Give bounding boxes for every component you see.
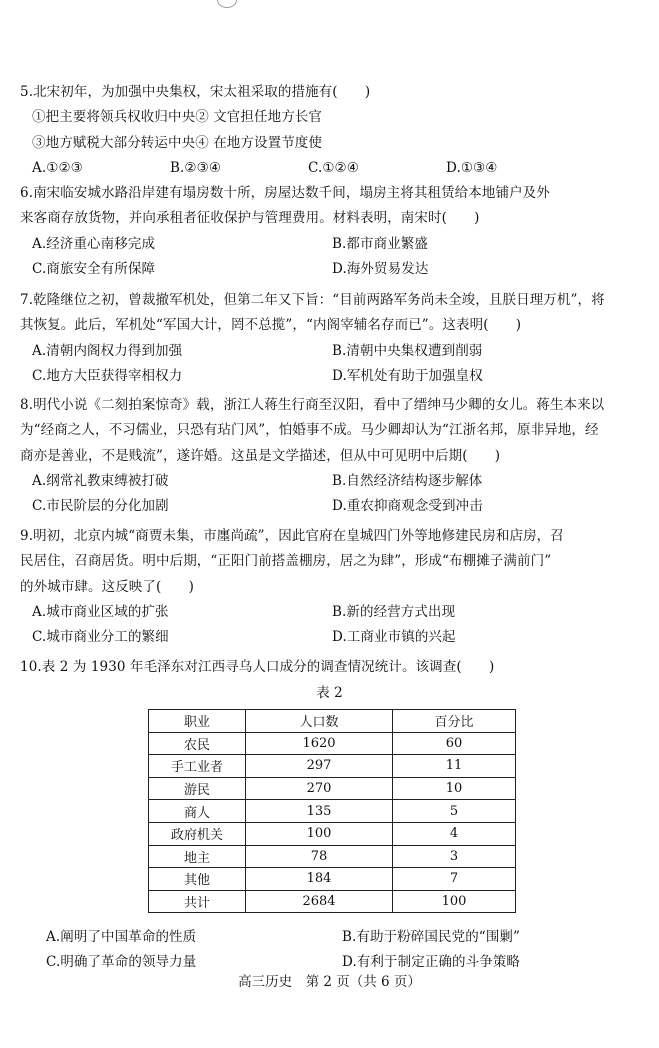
table-cell: 农民 bbox=[149, 732, 246, 755]
option-a[interactable]: A.城市商业区域的扩张 bbox=[32, 603, 169, 620]
table-cell: 手工业者 bbox=[149, 755, 246, 778]
options-row bbox=[20, 232, 638, 257]
table-cell: 政府机关 bbox=[149, 822, 246, 845]
option-d[interactable]: D.有利于制定正确的斗争策略 bbox=[342, 954, 521, 971]
question-5 bbox=[20, 80, 638, 181]
table-row bbox=[149, 890, 516, 913]
table-cell: 共计 bbox=[149, 890, 246, 913]
option-a[interactable]: A.阐明了中国革命的性质 bbox=[46, 929, 197, 945]
table-row bbox=[149, 732, 516, 755]
page-footer: 高三历史 第 2 页（共 6 页） bbox=[238, 974, 421, 990]
table-row bbox=[149, 777, 516, 800]
question-8 bbox=[20, 393, 638, 519]
question-stem: 的外城市肆。这反映了( ) bbox=[20, 578, 194, 595]
table-cell: 10 bbox=[393, 777, 516, 800]
table-cell: 7 bbox=[393, 868, 516, 891]
table-cell: 游民 bbox=[149, 777, 246, 800]
table-header-row bbox=[149, 710, 516, 733]
table-cell: 地主 bbox=[149, 845, 246, 868]
question-stem: 5.北宋初年，为加强中央集权，宋太祖采取的措施有( ) bbox=[20, 84, 371, 100]
option-d[interactable]: D.重农抑商观念受到冲击 bbox=[332, 498, 483, 515]
table-cell: 11 bbox=[393, 755, 516, 778]
question-stem: 8.明代小说《二刻拍案惊奇》载，浙江人蒋生行商至汉阳，看中了缙绅马少卿的女儿。蒋生本来以 bbox=[20, 397, 605, 413]
options-row bbox=[20, 625, 638, 650]
option-d[interactable]: D.军机处有助于加强皇权 bbox=[332, 367, 483, 384]
option-c[interactable]: C.地方大臣获得宰相权力 bbox=[32, 367, 183, 384]
question-stem: 来客商存放货物，并向承租者征收保护与管理费用。材料表明，南宋时( ) bbox=[20, 210, 480, 227]
table-cell: 其他 bbox=[149, 868, 246, 891]
options-row bbox=[20, 600, 638, 625]
question-6 bbox=[20, 181, 638, 282]
table-cell: 商人 bbox=[149, 800, 246, 823]
options-row bbox=[20, 339, 638, 364]
question-10-options bbox=[20, 925, 638, 976]
question-stem: 民居住，召商居货。明中后期，“正阳门前搭盖棚房，居之为肆”，形成“布棚摊子满前门” bbox=[20, 553, 552, 570]
option-c[interactable]: C.①②④ bbox=[308, 159, 359, 176]
question-stem: 为“经商之人，不习儒业，只恐有玷门风”，怕婚事不成。马少卿却认为“江浙名邦，原非异地，经 bbox=[20, 422, 599, 439]
table-row bbox=[149, 800, 516, 823]
option-d[interactable]: D.海外贸易发达 bbox=[332, 260, 429, 277]
table-row bbox=[149, 845, 516, 868]
option-b[interactable]: B.有助于粉碎国民党的“围剿” bbox=[342, 929, 521, 945]
option-a[interactable]: A.经济重心南移完成 bbox=[32, 235, 156, 252]
option-a[interactable]: A.纲常礼教束缚被打破 bbox=[32, 472, 169, 489]
option-b[interactable]: B.清朝中央集权遭到削弱 bbox=[332, 342, 483, 359]
statement-line: ①把主要将领兵权收归中央② 文官担任地方长官 bbox=[32, 109, 322, 126]
options-row bbox=[20, 469, 638, 494]
option-d[interactable]: D.①③④ bbox=[446, 159, 498, 176]
table-cell: 135 bbox=[246, 800, 393, 823]
table-cell: 2684 bbox=[246, 890, 393, 913]
table-cell: 184 bbox=[246, 868, 393, 891]
table-title: 表 2 bbox=[316, 685, 343, 701]
option-b[interactable]: B.都市商业繁盛 bbox=[332, 235, 429, 252]
table-row bbox=[149, 868, 516, 891]
table-cell: 5 bbox=[393, 800, 516, 823]
option-b[interactable]: B.自然经济结构逐步解体 bbox=[332, 472, 483, 489]
question-stem: 10.表 2 为 1930 年毛泽东对江西寻乌人口成分的调查情况统计。该调查( ) bbox=[20, 659, 495, 675]
table-cell: 270 bbox=[246, 777, 393, 800]
table-cell: 297 bbox=[246, 755, 393, 778]
table-cell: 1620 bbox=[246, 732, 393, 755]
population-table bbox=[148, 709, 516, 913]
table-row bbox=[149, 755, 516, 778]
table-row bbox=[149, 822, 516, 845]
option-b[interactable]: B.②③④ bbox=[170, 159, 222, 176]
table-cell: 60 bbox=[393, 732, 516, 755]
table-cell: 3 bbox=[393, 845, 516, 868]
options-row bbox=[20, 925, 638, 950]
option-c[interactable]: C.市民阶层的分化加剧 bbox=[32, 498, 169, 515]
option-a[interactable]: A.①②③ bbox=[32, 159, 83, 176]
question-10 bbox=[20, 655, 638, 680]
statement-line: ③地方赋税大部分转运中央④ 在地方设置节度使 bbox=[32, 134, 322, 151]
column-header: 百分比 bbox=[393, 710, 516, 733]
options-row bbox=[20, 156, 638, 181]
option-c[interactable]: C.商旅安全有所保障 bbox=[32, 260, 156, 277]
question-stem: 商亦是善业，不是贱流”，遂许婚。这虽是文学描述，但从中可见明中后期( ) bbox=[20, 447, 501, 464]
option-c[interactable]: C.明确了革命的领导力量 bbox=[46, 954, 197, 971]
options-row bbox=[20, 257, 638, 282]
option-a[interactable]: A.清朝内阁权力得到加强 bbox=[32, 342, 183, 359]
table-body bbox=[149, 732, 516, 913]
column-header: 职业 bbox=[149, 710, 246, 733]
question-stem: 7.乾隆继位之初，曾裁撤军机处，但第二年又下旨：“目前两路军务尚未全竣，且朕日理万机”，将 bbox=[20, 292, 605, 308]
table-cell: 100 bbox=[393, 890, 516, 913]
option-d[interactable]: D.工商业市镇的兴起 bbox=[332, 629, 456, 646]
scan-mark bbox=[217, 0, 237, 8]
table-cell: 78 bbox=[246, 845, 393, 868]
option-c[interactable]: C.城市商业分工的繁细 bbox=[32, 629, 169, 646]
question-stem: 其恢复。此后，军机处“军国大计，罔不总揽”，“内阁宰辅名存而已”。这表明( ) bbox=[20, 317, 522, 334]
question-stem: 6.南宋临安城水路沿岸建有塌房数十所，房屋达数千间，塌房主将其租赁给本地铺户及外 bbox=[20, 185, 550, 201]
option-b[interactable]: B.新的经营方式出现 bbox=[332, 603, 456, 620]
options-row bbox=[20, 494, 638, 519]
question-stem: 9.明初，北京内城“商贾未集，市廛尚疏”，因此官府在皇城四门外等地修建民房和店房，召 bbox=[20, 528, 564, 544]
column-header: 人口数 bbox=[246, 710, 393, 733]
question-9 bbox=[20, 524, 638, 650]
question-7 bbox=[20, 288, 638, 389]
table-cell: 4 bbox=[393, 822, 516, 845]
table-cell: 100 bbox=[246, 822, 393, 845]
options-row bbox=[20, 364, 638, 389]
